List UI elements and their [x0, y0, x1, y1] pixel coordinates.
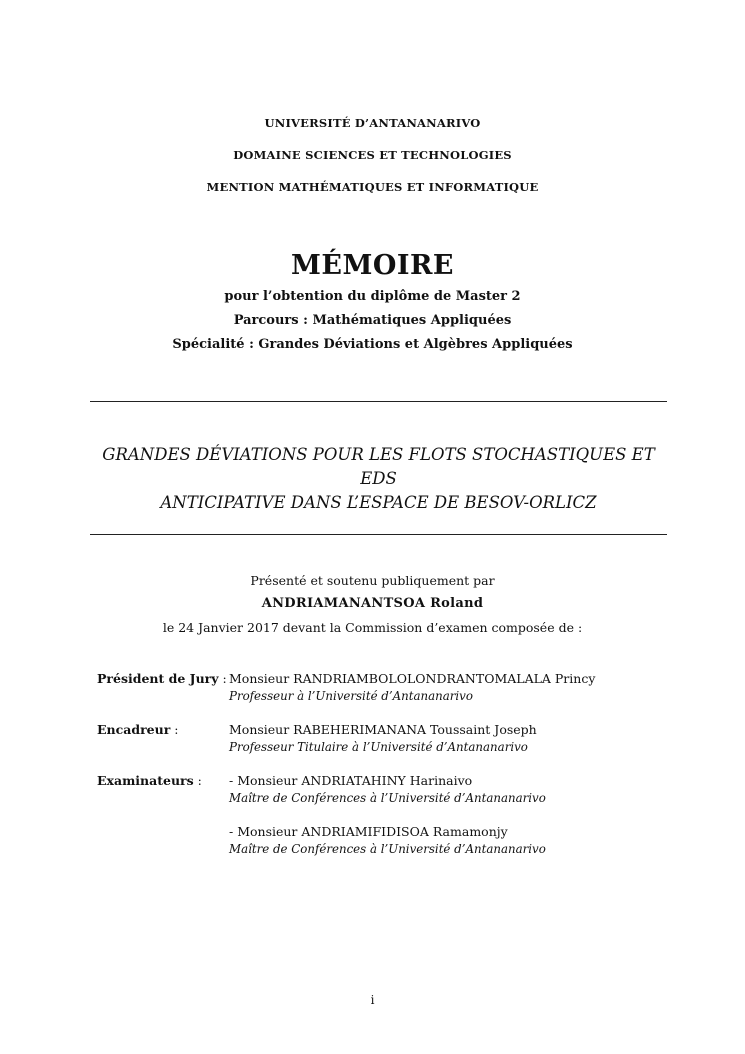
specialite: Spécialité : Grandes Déviations et Algèbres Appliquées [172, 337, 573, 352]
defense-date-line: le 24 Janvier 2017 devant la Commission d’examen composée de : [162, 620, 583, 635]
examinateur-1-role: Maître de Conférences à l’Université d’Antananarivo [229, 791, 546, 805]
president-name: Monsieur RANDRIAMBOLOLONDRANTOMALALA Princy [229, 671, 596, 686]
mention-name: MENTION MATHÉMATIQUES ET INFORMATIQUE [206, 180, 539, 194]
encadreur-label-sep: : [170, 722, 179, 737]
president-label-text: Président de Jury [97, 671, 219, 686]
encadreur-name: Monsieur RABEHERIMANANA Toussaint Joseph [229, 722, 537, 737]
presented-by: Présenté et soutenu publiquement par [250, 573, 495, 588]
encadreur-label-text: Encadreur [97, 722, 171, 737]
bottom-rule [90, 534, 667, 535]
domain-name: DOMAINE SCIENCES ET TECHNOLOGIES [233, 148, 512, 162]
president-label-sep: : [218, 671, 227, 686]
author-name: ANDRIAMANANTSOA Roland [261, 596, 484, 611]
top-rule [90, 401, 667, 402]
thesis-title-line-1: GRANDES DÉVIATIONS POUR LES FLOTS STOCHASTIQUES ET EDS [102, 445, 655, 488]
examinateur-1-name: - Monsieur ANDRIATAHINY Harinaivo [229, 773, 473, 788]
examinateurs-label-text: Examinateurs [97, 773, 194, 788]
president-role: Professeur à l’Université d’Antananarivo [229, 689, 473, 703]
thesis-title-line-2: ANTICIPATIVE DANS L’ESPACE DE BESOV-ORLICZ [160, 493, 597, 512]
encadreur-label [97, 722, 178, 737]
examinateur-2-role: Maître de Conférences à l’Université d’Antananarivo [229, 842, 546, 856]
thesis-title [90, 443, 667, 515]
degree-purpose: pour l’obtention du diplôme de Master 2 [224, 289, 521, 304]
encadreur-role: Professeur Titulaire à l’Université d’Antananarivo [229, 740, 528, 754]
university-name: UNIVERSITÉ D’ANTANANARIVO [264, 116, 481, 130]
examinateurs-label [97, 773, 202, 788]
examinateurs-label-sep: : [193, 773, 202, 788]
parcours: Parcours : Mathématiques Appliquées [233, 313, 512, 328]
memoire-title: MÉMOIRE [290, 250, 455, 281]
page-number: i [370, 993, 375, 1007]
examinateur-2-name: - Monsieur ANDRIAMIFIDISOA Ramamonjy [229, 824, 508, 839]
president-label [97, 671, 227, 686]
